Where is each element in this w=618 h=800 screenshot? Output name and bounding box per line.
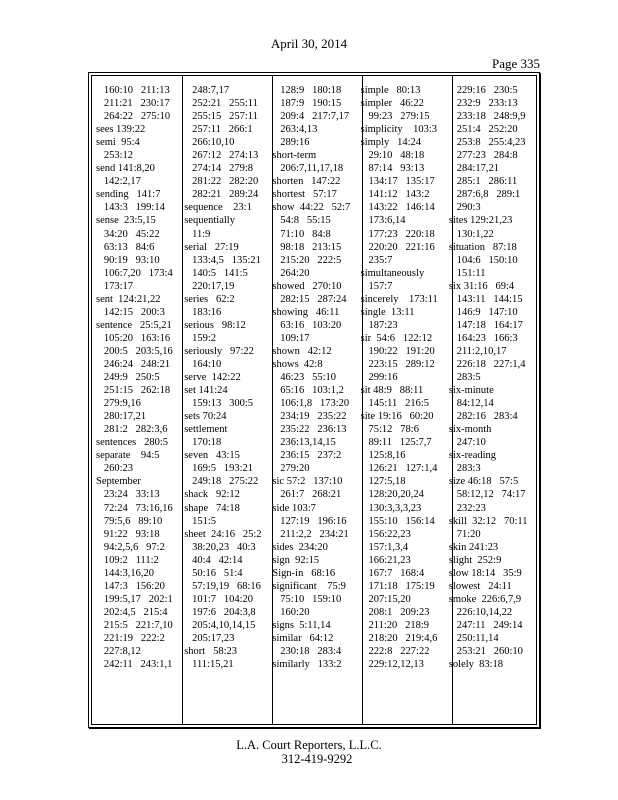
- index-entry-line: set 141:24: [184, 385, 228, 397]
- index-entry-line: 282:21 289:24: [184, 189, 259, 201]
- index-entry-line: seriously 97:22: [184, 345, 254, 357]
- index-entry-line: 236:13,14,15: [272, 437, 336, 449]
- index-entry-line: 249:9 250:5: [96, 372, 160, 384]
- index-entry-line: 209:4 217:7,17: [272, 111, 350, 123]
- reporter-company: L.A. Court Reporters, L.L.C.: [236, 738, 382, 752]
- index-entry-line: sets 70:24: [184, 411, 227, 423]
- index-entry-line: 144:3,16,20: [96, 567, 155, 579]
- index-entry-line: 283:3: [448, 463, 481, 475]
- index-entry-line: 166:21,23: [360, 554, 411, 566]
- index-entry-line: 211:2,10,17: [448, 345, 507, 357]
- index-entry-line: 253:8 255:4,23: [448, 137, 526, 149]
- index-entry-line: 235:22 236:13: [272, 424, 347, 436]
- index-entry-line: 127:19 196:16: [272, 515, 347, 527]
- index-entry-line: Sign-in 68:16: [272, 567, 336, 579]
- index-entry-line: smoke 226:6,7,9: [448, 593, 522, 605]
- index-entry-line: 130:3,3,3,23: [360, 502, 422, 514]
- index-entry-line: serial 27:19: [184, 241, 239, 253]
- index-entry-line: 221:19 222:2: [96, 632, 165, 644]
- index-entry-line: 177:23 220:18: [360, 228, 435, 240]
- index-entry-line: 274:14 279:8: [184, 163, 254, 175]
- index-entry-line: sheet 24:16 25:2: [184, 528, 262, 540]
- index-entry-line: short-term: [272, 150, 317, 162]
- index-entry-line: 233:18 248:9,9: [448, 111, 526, 123]
- index-entry-line: 155:10 156:14: [360, 515, 435, 527]
- index-entry-line: 75:10 159:10: [272, 593, 342, 605]
- index-entry-line: 164:23 166:3: [448, 332, 518, 344]
- index-entry-line: 72:24 73:16,16: [96, 502, 173, 514]
- index-entry-line: 63:13 84:6: [96, 241, 155, 253]
- index-column-4: [359, 84, 447, 671]
- index-entry-line: 23:24 33:13: [96, 489, 160, 501]
- index-entry-line: 208:1 209:23: [360, 606, 430, 618]
- index-entry-line: shape 74:18: [184, 502, 240, 514]
- index-entry-line: 207:15,20: [360, 593, 411, 605]
- index-entry-line: side 103:7: [272, 502, 316, 514]
- index-entry-line: 232:23: [448, 502, 486, 514]
- index-entry-line: send 141:8,20: [96, 163, 155, 175]
- index-entry-line: 58:12,12 74:17: [448, 489, 526, 501]
- index-entry-line: sides 234:20: [272, 541, 328, 553]
- index-entry-line: sending 141:7: [96, 189, 161, 201]
- index-entry-line: 235:7: [360, 254, 393, 266]
- index-entry-line: 246:24 248:21: [96, 358, 171, 370]
- index-entry-line: sign 92:15: [272, 554, 320, 566]
- word-index-columns: [94, 84, 535, 671]
- index-entry-line: simple 80:13: [360, 85, 421, 96]
- index-entry-line: sic 57:2 137:10: [272, 476, 343, 488]
- index-entry-line: 299:16: [360, 372, 398, 384]
- index-entry-line: 282:16 283:4: [448, 411, 518, 423]
- index-entry-line: sequentially: [184, 215, 235, 227]
- index-entry-line: 173:6,14: [360, 215, 406, 227]
- index-entry-line: 151:11: [448, 267, 486, 279]
- index-entry-line: similarly 133:2: [272, 659, 342, 671]
- index-column-3: [270, 84, 358, 671]
- index-entry-line: 190:22 191:20: [360, 345, 435, 357]
- index-entry-line: 205:17,23: [184, 632, 235, 644]
- index-entry-line: 126:21 127:1,4: [360, 463, 438, 475]
- index-entry-line: 183:16: [184, 306, 222, 318]
- index-entry-line: 247:10: [448, 437, 486, 449]
- index-entry-line: significant 75:9: [272, 580, 346, 592]
- index-entry-line: 289:16: [272, 137, 310, 149]
- index-entry-line: 277:23 284:8: [448, 150, 518, 162]
- index-entry-line: 128:9 180:18: [272, 85, 342, 96]
- index-entry-line: 160:10 211:13: [96, 85, 170, 96]
- index-entry-line: separate 94:5: [96, 450, 160, 462]
- index-entry-line: 134:17 135:17: [360, 176, 435, 188]
- index-entry-line: 251:4 252:20: [448, 124, 518, 136]
- index-entry-line: 226:10,14,22: [448, 606, 513, 618]
- index-entry-line: 252:21 255:11: [184, 98, 258, 110]
- index-entry-line: 159:13 300:5: [184, 398, 254, 410]
- index-entry-line: 247:11 249:14: [448, 619, 523, 631]
- index-entry-line: 287:6,8 289:1: [448, 189, 521, 201]
- index-entry-line: serious 98:12: [184, 319, 246, 331]
- index-entry-line: 87:14 93:13: [360, 163, 425, 175]
- index-entry-line: 145:11 216:5: [360, 398, 430, 410]
- index-entry-line: 215:5 221:7,10: [96, 619, 173, 631]
- transcript-date: April 30, 2014: [270, 36, 348, 51]
- index-entry-line: 11:9: [184, 228, 211, 240]
- index-entry-line: 279:9,16: [96, 398, 141, 410]
- index-entry-line: 202:4,5 215:4: [96, 606, 168, 618]
- index-entry-line: 75:12 78:6: [360, 424, 419, 436]
- index-entry-line: 91:22 93:18: [96, 528, 160, 540]
- index-column-5: [447, 84, 535, 671]
- index-entry-line: 205:4,10,14,15: [184, 619, 256, 631]
- index-entry-line: site 19:16 60:20: [360, 411, 434, 423]
- index-entry-line: sit 48:9 88:11: [360, 385, 424, 397]
- index-entry-line: 141:12 143:2: [360, 189, 430, 201]
- index-entry-line: 281:22 282:20: [184, 176, 259, 188]
- index-entry-line: signs 5:11,14: [272, 619, 331, 631]
- index-entry-line: similar 64:12: [272, 632, 334, 644]
- index-entry-line: sees 139:22: [96, 124, 146, 136]
- index-entry-line: showing 46:11: [272, 306, 340, 318]
- index-entry-line: semi 95:4: [96, 137, 140, 149]
- index-entry-line: 264:20: [272, 267, 310, 279]
- index-entry-line: 173:17: [96, 280, 134, 292]
- index-entry-line: 255:15 257:11: [184, 111, 258, 123]
- index-entry-line: 284:17,21: [448, 163, 499, 175]
- index-entry-line: 226:18 227:1,4: [448, 358, 526, 370]
- index-entry-line: sense 23:5,15: [96, 215, 156, 227]
- index-entry-line: 222:8 227:22: [360, 646, 430, 658]
- index-entry-line: simpler 46:22: [360, 98, 424, 110]
- index-entry-line: 251:15 262:18: [96, 385, 171, 397]
- index-entry-line: show 44:22 52:7: [272, 202, 351, 214]
- index-entry-line: 197:6 204:3,8: [184, 606, 256, 618]
- index-entry-line: seven 43:15: [184, 450, 240, 462]
- index-entry-line: 230:18 283:4: [272, 646, 342, 658]
- index-entry-line: sequence 23:1: [184, 202, 252, 214]
- index-entry-line: 242:11 243:1,1: [96, 659, 173, 671]
- index-entry-line: 157:7: [360, 280, 393, 292]
- index-entry-line: 249:18 275:22: [184, 476, 259, 488]
- index-entry-line: solely 83:18: [448, 659, 504, 671]
- index-entry-line: 160:20: [272, 606, 310, 618]
- index-entry-line: 223:15 289:12: [360, 358, 435, 370]
- index-entry-line: 236:15 237:2: [272, 450, 342, 462]
- index-entry-line: 71:20: [448, 528, 481, 540]
- index-entry-line: 84:12,14: [448, 398, 494, 410]
- index-entry-line: simultaneously: [360, 267, 425, 279]
- index-entry-line: situation 87:18: [448, 241, 517, 253]
- index-entry-line: 101:7 104:20: [184, 593, 254, 605]
- index-entry-line: six 31:16 69:4: [448, 280, 515, 292]
- index-entry-line: 143:3 199:14: [96, 202, 165, 214]
- index-entry-line: 281:2 282:3,6: [96, 424, 168, 436]
- index-entry-line: sent 124:21,22: [96, 293, 161, 305]
- index-entry-line: 156:22,23: [360, 528, 411, 540]
- index-entry-line: six-reading: [448, 450, 497, 462]
- index-entry-line: 90:19 93:10: [96, 254, 160, 266]
- index-entry-line: 99:23 279:15: [360, 111, 430, 123]
- index-entry-line: 285:1 286:11: [448, 176, 518, 188]
- index-entry-line: shack 92:12: [184, 489, 240, 501]
- index-entry-line: 46:23 55:10: [272, 372, 336, 384]
- index-entry-line: 264:22 275:10: [96, 111, 171, 123]
- index-entry-line: shorten 147:22: [272, 176, 341, 188]
- index-entry-line: 187:23: [360, 319, 398, 331]
- index-entry-line: skin 241:23: [448, 541, 499, 553]
- index-entry-line: 211:20 218:9: [360, 619, 430, 631]
- index-entry-line: 143:11 144:15: [448, 293, 523, 305]
- index-entry-line: 105:20 163:16: [96, 332, 171, 344]
- index-entry-line: 206:7,11,17,18: [272, 163, 344, 175]
- index-entry-line: shows 42:8: [272, 358, 323, 370]
- index-entry-line: 109:2 111:2: [96, 554, 159, 566]
- index-entry-line: 253:21 260:10: [448, 646, 523, 658]
- index-entry-line: 79:5,6 89:10: [96, 515, 163, 527]
- index-entry-line: 266:10,10: [184, 137, 235, 149]
- index-entry-line: short 58:23: [184, 646, 237, 658]
- index-entry-line: 143:22 146:14: [360, 202, 435, 214]
- index-entry-line: 211:21 230:17: [96, 98, 170, 110]
- index-entry-line: skill 32:12 70:11: [448, 515, 528, 527]
- index-entry-line: 220:17,19: [184, 280, 235, 292]
- index-entry-line: 232:9 233:13: [448, 98, 518, 110]
- index-entry-line: 167:7 168:4: [360, 567, 425, 579]
- index-entry-line: 169:5 193:21: [184, 463, 254, 475]
- index-entry-line: 248:7,17: [184, 85, 230, 96]
- index-entry-line: 261:7 268:21: [272, 489, 342, 501]
- index-entry-line: single 13:11: [360, 306, 415, 318]
- index-column-2: [182, 84, 270, 671]
- index-entry-line: 71:10 84:8: [272, 228, 331, 240]
- index-entry-line: 170:18: [184, 437, 222, 449]
- index-entry-line: 130:1,22: [448, 228, 494, 240]
- index-entry-line: 279:20: [272, 463, 310, 475]
- index-entry-line: showed 270:10: [272, 280, 342, 292]
- index-entry-line: 54:8 55:15: [272, 215, 331, 227]
- index-entry-line: slow 18:14 35:9: [448, 567, 522, 579]
- index-entry-line: 220:20 221:16: [360, 241, 435, 253]
- index-entry-line: 280:17,21: [96, 411, 147, 423]
- index-entry-line: 140:5 141:5: [184, 267, 248, 279]
- index-entry-line: 171:18 175:19: [360, 580, 435, 592]
- index-entry-line: shortest 57:17: [272, 189, 337, 201]
- index-entry-line: sentence 25:5,21: [96, 319, 172, 331]
- index-entry-line: 142:15 200:3: [96, 306, 165, 318]
- reporter-phone: 312-419-9292: [281, 752, 353, 766]
- index-entry-line: 111:15,21: [184, 659, 234, 671]
- index-entry-line: 229:12,12,13: [360, 659, 424, 671]
- index-entry-line: 257:11 266:1: [184, 124, 253, 136]
- index-entry-line: 40:4 42:14: [184, 554, 243, 566]
- index-entry-line: 229:16 230:5: [448, 85, 518, 96]
- index-entry-line: 282:15 287:24: [272, 293, 347, 305]
- index-entry-line: 146:9 147:10: [448, 306, 518, 318]
- index-entry-line: 128:20,20,24: [360, 489, 424, 501]
- index-entry-line: 106:7,20 173:4: [96, 267, 173, 279]
- index-entry-line: 267:12 274:13: [184, 150, 259, 162]
- page-number: Page 335: [492, 56, 541, 71]
- index-entry-line: 211:2,2 234:21: [272, 528, 349, 540]
- index-entry-line: 159:2: [184, 332, 216, 344]
- index-column-1: [94, 84, 182, 671]
- index-entry-line: series 62:2: [184, 293, 235, 305]
- index-entry-line: slowest 24:11: [448, 580, 512, 592]
- index-entry-line: 260:23: [96, 463, 134, 475]
- index-entry-line: 157:1,3,4: [360, 541, 409, 553]
- index-entry-line: 63:16 103:20: [272, 319, 342, 331]
- index-entry-line: 218:20 219:4,6: [360, 632, 438, 644]
- index-entry-line: 94:2,5,6 97:2: [96, 541, 165, 553]
- index-entry-line: 215:20 222:5: [272, 254, 342, 266]
- index-entry-line: six-month: [448, 424, 492, 436]
- index-entry-line: 250:11,14: [448, 632, 499, 644]
- index-entry-line: six-minute: [448, 385, 494, 397]
- index-entry-line: 34:20 45:22: [96, 228, 160, 240]
- index-entry-line: 187:9 190:15: [272, 98, 342, 110]
- index-entry-line: 89:11 125:7,7: [360, 437, 432, 449]
- index-entry-line: 109:17: [272, 332, 310, 344]
- index-entry-line: sincerely 173:11: [360, 293, 438, 305]
- index-entry-line: 227:8,12: [96, 646, 141, 658]
- index-entry-line: 29:10 48:18: [360, 150, 425, 162]
- index-entry-line: 104:6 150:10: [448, 254, 518, 266]
- index-entry-line: 127:5,18: [360, 476, 406, 488]
- index-entry-line: 263:4,13: [272, 124, 318, 136]
- index-entry-line: 283:5: [448, 372, 481, 384]
- index-entry-line: shown 42:12: [272, 345, 332, 357]
- index-entry-line: size 46:18 57:5: [448, 476, 519, 488]
- index-entry-line: 98:18 213:15: [272, 241, 342, 253]
- index-entry-line: sentences 280:5: [96, 437, 169, 449]
- index-entry-line: 133:4,5 135:21: [184, 254, 261, 266]
- index-entry-line: settlement: [184, 424, 228, 436]
- index-entry-line: 147:3 156:20: [96, 580, 165, 592]
- index-entry-line: sites 129:21,23: [448, 215, 513, 227]
- index-entry-line: 151:5: [184, 515, 216, 527]
- index-entry-line: 200:5 203:5,16: [96, 345, 173, 357]
- index-entry-line: slight 252:9: [448, 554, 502, 566]
- index-entry-line: sir 54:6 122:12: [360, 332, 433, 344]
- index-entry-line: 234:19 235:22: [272, 411, 347, 423]
- index-entry-line: 125:8,16: [360, 450, 406, 462]
- index-entry-line: 142:2,17: [96, 176, 141, 188]
- index-entry-line: 65:16 103:1,2: [272, 385, 344, 397]
- index-entry-line: 57:19,19 68:16: [184, 580, 261, 592]
- index-entry-line: 38:20,23 40:3: [184, 541, 256, 553]
- index-entry-line: 290:3: [448, 202, 481, 214]
- index-entry-line: September: [96, 476, 141, 488]
- index-entry-line: 253:12: [96, 150, 134, 162]
- index-entry-line: serve 142:22: [184, 372, 241, 384]
- index-entry-line: 164:10: [184, 358, 222, 370]
- index-entry-line: 50:16 51:4: [184, 567, 243, 579]
- index-entry-line: 147:18 164:17: [448, 319, 523, 331]
- index-entry-line: 199:5,17 202:1: [96, 593, 173, 605]
- index-entry-line: simplicity 103:3: [360, 124, 438, 136]
- index-entry-line: 106:1,8 173:20: [272, 398, 350, 410]
- index-entry-line: simply 14:24: [360, 137, 421, 149]
- index-frame: [88, 72, 540, 728]
